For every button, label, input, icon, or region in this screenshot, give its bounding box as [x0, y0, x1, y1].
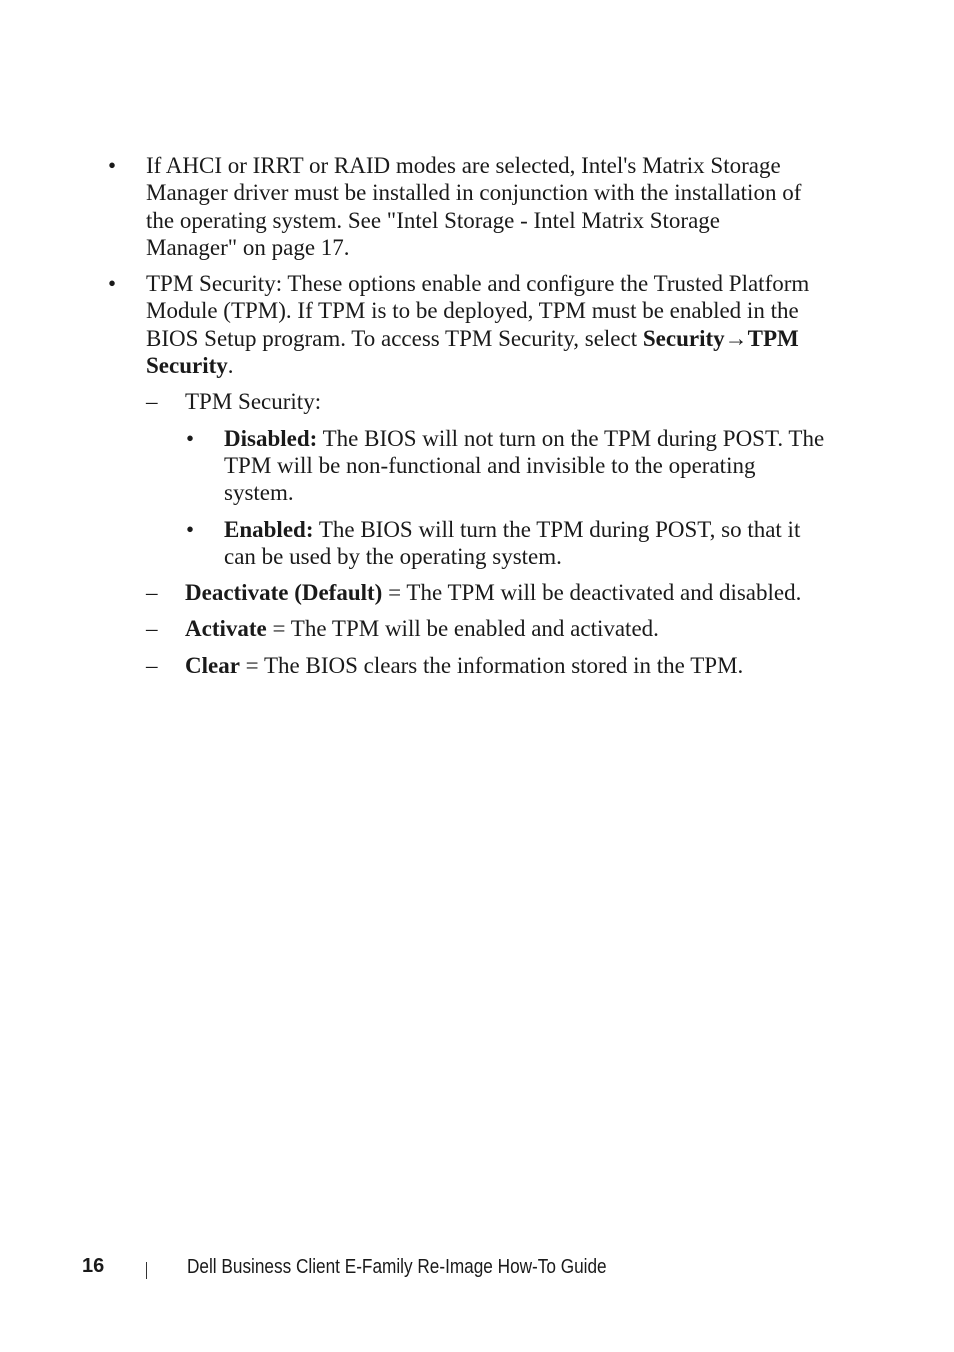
- page-footer: [0, 1255, 954, 1285]
- list-item-tpm-security: [0, 270, 814, 379]
- list-item-ahci: [0, 152, 814, 261]
- option-term-disabled: Disabled:: [224, 425, 318, 451]
- dash-marker: –: [146, 652, 158, 678]
- option-term-activate: Activate: [185, 616, 267, 642]
- paragraph-ahci: If AHCI or IRRT or RAID modes are selected, Intel's Matrix Storage Manager driver must be installed in conjunction with the installation of the operating system. See "Intel Storage - Intel Matrix Storage Manager" on page 17.: [146, 153, 802, 260]
- bullet-marker: •: [108, 153, 117, 178]
- tpm-intro-end: .: [227, 353, 234, 379]
- option-disabled: [224, 425, 830, 507]
- list-item-deactivate: [0, 579, 825, 606]
- document-title: Dell Business Client E-Family Re-Image How-To Guide: [187, 1256, 607, 1278]
- dash-marker: –: [146, 389, 158, 415]
- option-desc-enabled: The BIOS will turn the TPM during POST, so that it can be used by the operating system.: [224, 516, 801, 569]
- dash-marker: –: [146, 580, 158, 606]
- option-desc-deactivate: = The TPM will be deactivated and disabled.: [382, 580, 802, 606]
- bullet-marker: •: [186, 425, 195, 451]
- bullet-marker: •: [186, 516, 195, 542]
- option-label-tpm-security: TPM Security:: [185, 389, 322, 415]
- page-number: 16: [82, 1255, 105, 1277]
- list-item-tpm-security-option: [0, 388, 825, 415]
- tpm-intro-text: TPM Security: These options enable and configure the Trusted Platform Module (TPM). If TPM is to be deployed, TPM must be enabled in the BIOS Setup program. To access TPM Security, select: [146, 271, 810, 351]
- option-term-enabled: Enabled:: [224, 516, 314, 542]
- option-clear: [185, 652, 825, 679]
- bullet-marker: •: [108, 271, 117, 297]
- dash-marker: –: [146, 616, 158, 642]
- option-deactivate: [185, 579, 825, 606]
- list-item-activate: [0, 615, 825, 642]
- option-desc-clear: = The BIOS clears the information stored in the TPM.: [239, 652, 744, 678]
- list-item-clear: [0, 652, 825, 679]
- option-desc-activate: = The TPM will be enabled and activated.: [266, 616, 659, 642]
- list-item-disabled: [0, 425, 830, 507]
- option-term-deactivate: Deactivate (Default): [185, 580, 383, 606]
- menu-path: Security→TPM Security: [146, 325, 799, 379]
- list-item-enabled: [0, 516, 830, 571]
- option-enabled: [224, 516, 830, 571]
- footer-separator: [146, 1262, 147, 1279]
- option-term-clear: Clear: [185, 652, 240, 678]
- option-desc-disabled: The BIOS will not turn on the TPM during POST. The TPM will be non-functional and invisible to the operating system.: [224, 425, 825, 506]
- page-body: [0, 152, 954, 688]
- paragraph-tpm-security: [146, 270, 814, 379]
- option-activate: [185, 615, 825, 642]
